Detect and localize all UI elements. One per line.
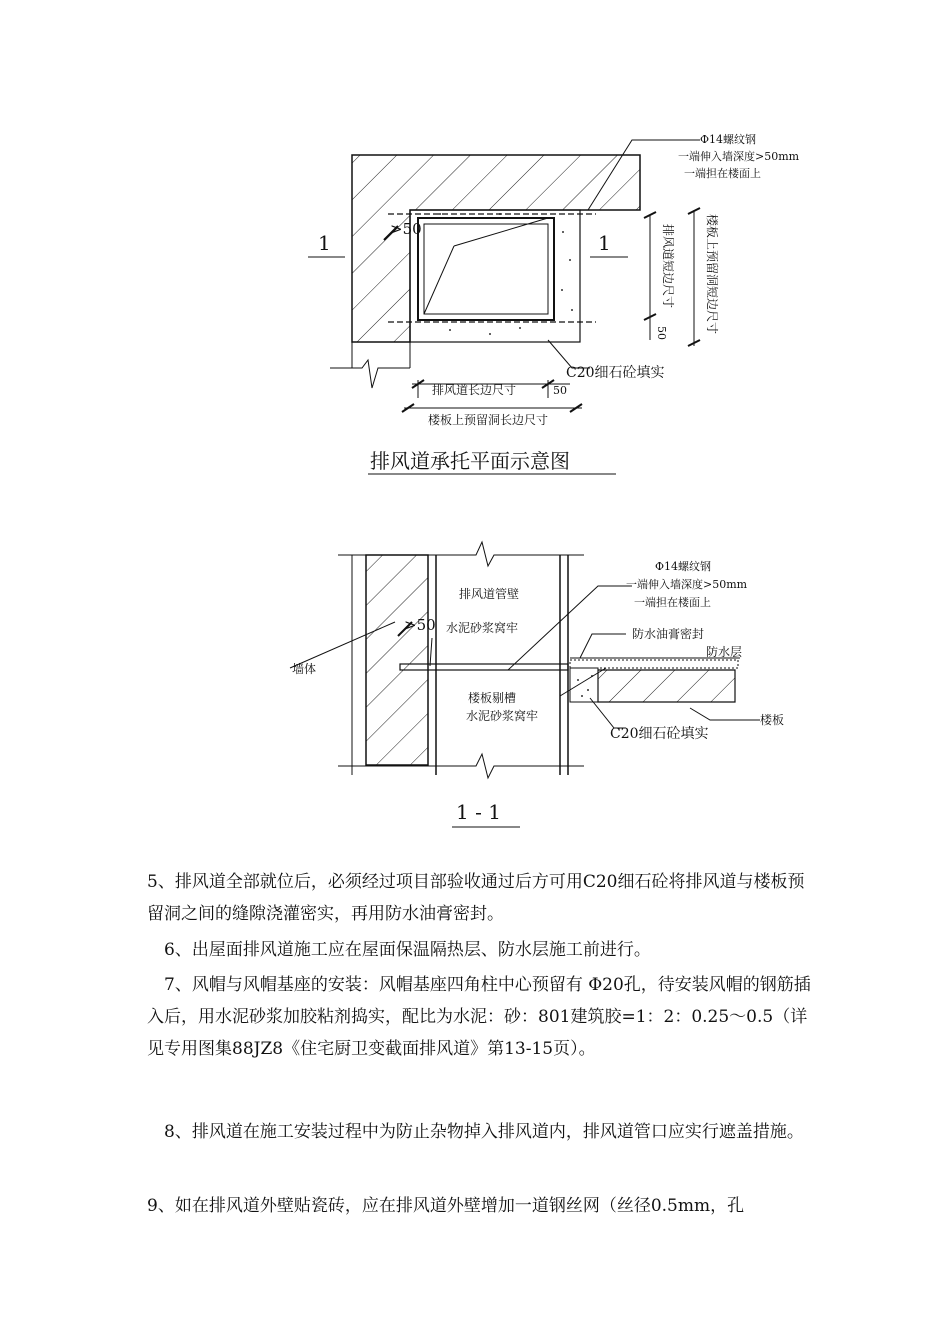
label-slab-mortar: 水泥砂浆窝牢 (466, 709, 539, 723)
label-hole-short-side: 楼板上预留洞短边尺寸 (705, 214, 719, 335)
section-mark-left: 1 (318, 231, 331, 255)
slab-fill (570, 668, 598, 702)
label-gt50: >50 (390, 220, 422, 238)
break-symbol (330, 360, 410, 388)
figure-plan-view (0, 0, 950, 480)
label-rebar-3: 一端担在楼面上 (684, 167, 761, 180)
label-rebar-1: Φ14螺纹钢 (655, 560, 712, 573)
figure2-caption: 1 - 1 (456, 800, 501, 824)
label-gt50: >50 (404, 616, 436, 634)
paragraph-7: 7、风帽与风帽基座的安装：风帽基座四角柱中心预留有 Φ20孔，待安装风帽的钢筋插入后，用水泥砂浆加胶粘剂捣实，配比为水泥：砂：801建筑胶=1：2：0.25～0.5（详见专用图集88JZ8《住宅厨卫变截面排风道》第13-15页）。 (147, 975, 811, 1059)
paragraph-6: 6、出屋面排风道施工应在屋面保温隔热层、防水层施工前进行。 (164, 940, 651, 960)
label-short-side: 排风道短边尺寸 (661, 224, 675, 309)
section-mark-right: 1 (598, 231, 611, 255)
label-hole-long-side: 楼板上预留洞长边尺寸 (428, 413, 549, 427)
figure1-caption: 排风道承托平面示意图 (370, 449, 570, 473)
label-sealant: 防水油膏密封 (632, 627, 705, 641)
paragraph-5: 5、排风道全部就位后，必须经过项目部验收通过后方可用C20细石砼将排风道与楼板预留洞之间的缝隙浇灌密实，再用防水油膏密封。 (147, 872, 805, 924)
label-50: 50 (553, 384, 567, 397)
label-rebar-2: 一端伸入墙深度>50mm (678, 150, 800, 163)
label-rebar-1: Φ14螺纹钢 (700, 133, 757, 146)
label-slab-groove: 楼板剔槽 (468, 691, 517, 705)
label-duct-wall: 排风道管壁 (459, 587, 520, 601)
label-mortar: 水泥砂浆窝牢 (446, 621, 519, 635)
label-fill: C20细石砼填实 (566, 365, 665, 381)
duct-box (418, 218, 554, 320)
label-50-vertical: 50 (655, 326, 668, 340)
sealant (570, 660, 738, 668)
label-rebar-2: 一端伸入墙深度>50mm (626, 578, 748, 591)
label-wall: 墙体 (292, 662, 317, 676)
paragraph-9: 9、如在排风道外壁贴瓷砖，应在排风道外壁增加一道钢丝网（丝径0.5mm，孔 (147, 1196, 745, 1216)
label-rebar-3: 一端担在楼面上 (634, 596, 711, 609)
paragraph-8: 8、排风道在施工安装过程中为防止杂物掉入排风道内，排风道管口应实行遮盖措施。 (164, 1122, 804, 1142)
wall-hatch (366, 555, 428, 765)
figure-section-1-1 (0, 530, 950, 870)
label-fill: C20细石砼填实 (610, 726, 709, 742)
slab-hatch (598, 670, 735, 702)
label-waterproof: 防水层 (706, 645, 743, 659)
label-long-side: 排风道长边尺寸 (432, 383, 517, 397)
label-slab: 楼板 (760, 713, 785, 727)
